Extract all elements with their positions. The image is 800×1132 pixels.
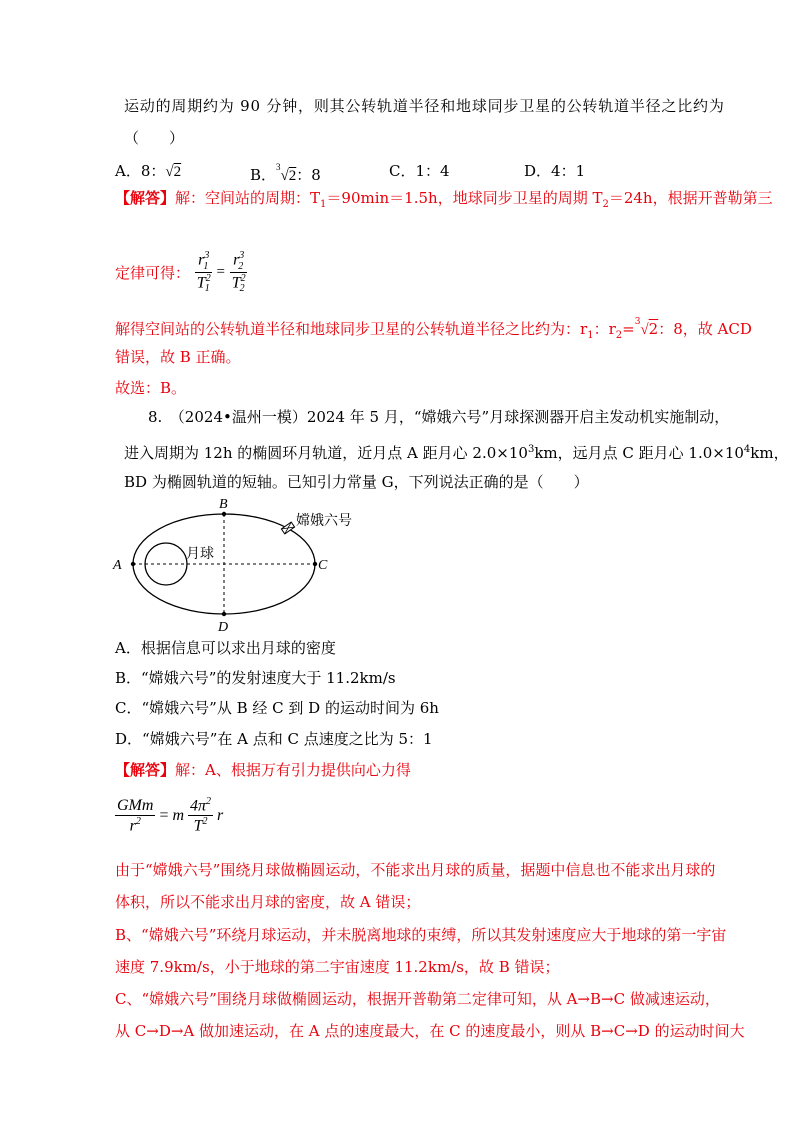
label-a: A <box>113 558 122 573</box>
probe-label: 嫦娥六号 <box>296 513 352 529</box>
q8-exp-a2: 体积，所以不能求出月球的密度，故 A 错误； <box>115 893 421 911</box>
sqrt-symbol: √ <box>165 164 174 180</box>
formula-lhs: $\frac{\text{GMm}}{r^2}$ <box>117 796 154 834</box>
point-a-dot <box>131 562 135 566</box>
q8-exp-c1: C、“嫦娥六号”围绕月球做椭圆运动，根据开普勒第二定律可知，从 A→B→C 做减速运动， <box>115 990 720 1008</box>
label-b: B <box>219 497 228 512</box>
q8-option-c: C．“嫦娥六号”从 B 经 C 到 D 的运动时间为 6h <box>115 699 439 717</box>
point-c-dot <box>313 562 317 566</box>
formula-rhs: $\frac{4\pi^2}{T^2}$ <box>190 796 212 835</box>
q7-option-c: C．1：4 <box>389 162 450 180</box>
fraction-left: $\frac{r^3_1}{T^2_1}$ <box>196 250 211 295</box>
q8-stem-line1: 8. （2024•温州一模）2024 年 5 月，“嫦娥六号”月球探测器开启主发动机实施制动， <box>148 408 730 426</box>
gravity-formula: $\frac{\text{GMm}}{r^2}$ = m $\frac{4\pi^2}{T^2}$ r <box>117 796 224 835</box>
moon-label: 月球 <box>186 546 214 562</box>
label-c: C <box>318 558 328 573</box>
cbrt-symbol: √ <box>280 168 289 184</box>
q8-exp-b1: B、“嫦娥六号”环绕月球运动，并未脱离地球的束缚，所以其发射速度应大于地球的第一宇宙 <box>115 926 727 944</box>
probe-icon <box>281 522 294 534</box>
q8-exp-c2: 从 C→D→A 做加速运动，在 A 点的速度最大，在 C 的速度最小，则从 B→C→D 的运动时间大 <box>115 1022 745 1040</box>
q8-answer-line: 【解答】解：A、根据万有引力提供向心力得 <box>115 761 411 779</box>
answer-tag: 【解答】 <box>115 189 176 207</box>
point-b-dot <box>222 512 226 516</box>
q7-option-b: B．$^3$√2：8 <box>250 162 321 184</box>
q7-ratio-line2: 错误，故 B 正确。 <box>115 348 241 366</box>
q7-option-d: D．4：1 <box>524 162 586 180</box>
q7-answer-line: 【解答】解：空间站的周期：$T_1=90\min=1.5h$，地球同步卫星的周期 $T_2=24h$，根据开普勒第三 <box>115 189 773 210</box>
q8-option-b: B．“嫦娥六号”的发射速度大于 11.2km/s <box>115 669 396 687</box>
kepler-equation: 定律可得： $\frac{r^3_1}{T^2_1}$ = $\frac{r^3_2}{T^2_2}$ <box>115 250 246 295</box>
q8-option-d: D．“嫦娥六号”在 A 点和 C 点速度之比为 5：1 <box>115 730 433 748</box>
point-d-dot <box>222 612 226 616</box>
q8-option-a: A．根据信息可以求出月球的密度 <box>115 639 336 657</box>
q7-answer-paren: （ ） <box>124 129 185 147</box>
fraction-right: $\frac{r^3_2}{T^2_2}$ <box>231 250 246 295</box>
q8-exp-a1: 由于“嫦娥六号”围绕月球做椭圆运动，不能求出月球的质量，据题中信息也不能求出月球的 <box>115 861 716 879</box>
q8-stem-line2: 进入周期为 12h 的椭圆环月轨道，近月点 A 距月心 $2.0\times 10^3km$，远月点 C 距月心 $1.0\times 10^4km$， <box>124 444 789 462</box>
orbit-figure <box>108 494 368 634</box>
q7-choose-line: 故选：B。 <box>115 379 187 397</box>
answer-tag: 【解答】 <box>115 761 176 779</box>
q7-stem-line: 运动的周期约为 90 分钟，则其公转轨道半径和地球同步卫星的公转轨道半径之比约为 <box>124 97 725 115</box>
q8-exp-b2: 速度 7.9km/s，小于地球的第二宇宙速度 11.2km/s，故 B 错误； <box>115 958 560 976</box>
label-d: D <box>218 620 229 634</box>
q7-option-a: A．8：√2 <box>115 162 182 180</box>
q7-ratio-line: 解得空间站的公转轨道半径和地球同步卫星的公转轨道半径之比约为：$r_1$：$r_2=^3√2$：8，故 ACD <box>115 317 752 341</box>
q8-stem-line3: BD 为椭圆轨道的短轴。已知引力常量 G，下列说法正确的是（ ） <box>124 473 589 491</box>
